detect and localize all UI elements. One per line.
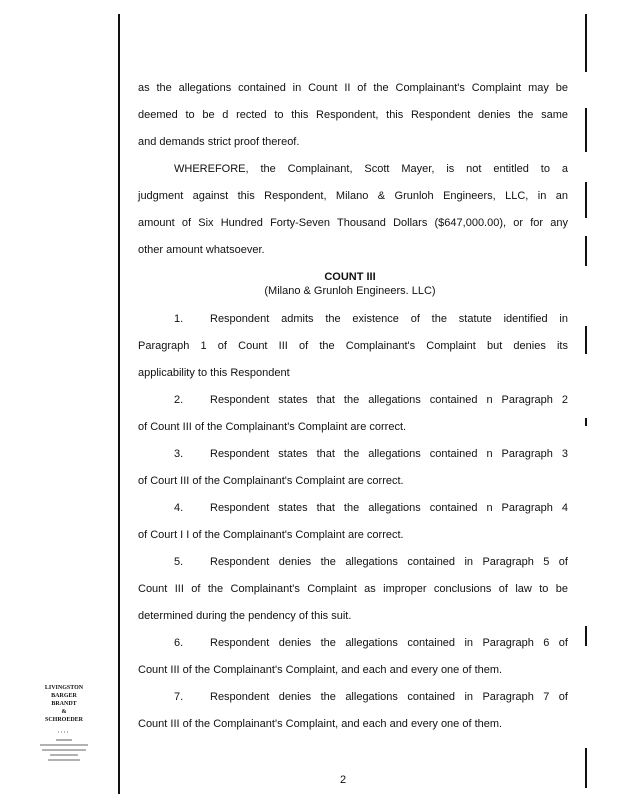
- paragraph-line: Count III of the Complainant's Complaint as improper conclusions of law to be: [138, 583, 568, 595]
- body-line: amount of Six Hundred Forty-Seven Thousand Dollars ($647,000.00), or for any: [138, 217, 568, 229]
- revision-bar: [585, 182, 587, 218]
- paragraph-line: Count III of the Complainant's Complaint, and each and every one of them.: [138, 718, 503, 730]
- count-party: (Milano & Grunloh Engineers. LLC): [264, 285, 436, 297]
- paragraph-number: 4.: [174, 502, 184, 514]
- firm-name-line: SCHROEDER: [44, 717, 83, 723]
- paragraph-number: 5.: [174, 556, 184, 568]
- body-line: judgment against this Respondent, Milano & Grunloh Engineers, LLC, in an: [138, 190, 568, 202]
- left-margin-rule: [118, 14, 120, 794]
- paragraph-line: Count III of the Complainant's Complaint, and each and every one of them.: [138, 664, 503, 676]
- paragraph-number: 7.: [174, 691, 184, 703]
- paragraph-line: applicability to this Respondent: [138, 367, 290, 379]
- paragraph-line: Paragraph 1 of Count III of the Complainant's Complaint but denies its: [138, 340, 568, 352]
- paragraph-line: of Court I I of the Complainant's Complaint are correct.: [138, 529, 404, 541]
- paragraph-line: determined during the pendency of this suit.: [138, 610, 352, 622]
- paragraph-first-line: Respondent admits the existence of the statute identified in: [210, 313, 568, 325]
- wherefore-line: WHEREFORE, the Complainant, Scott Mayer, is not entitled to a: [174, 163, 568, 175]
- body-line: other amount whatsoever.: [138, 244, 265, 256]
- firm-name-line: LIVINGSTON: [44, 685, 84, 691]
- paragraph-first-line: Respondent states that the allegations contained n Paragraph 2: [210, 394, 568, 406]
- page-number: 2: [340, 774, 347, 786]
- revision-bar: [585, 326, 587, 354]
- paragraph-line: of Court III of the Complainant's Complaint are correct.: [138, 475, 404, 487]
- body-line: deemed to be d rected to this Respondent, this Respondent denies the same: [138, 109, 568, 121]
- paragraph-first-line: Respondent states that the allegations contained n Paragraph 3: [210, 448, 568, 460]
- firm-name-line: BARGER: [51, 693, 77, 699]
- paragraph-number: 6.: [174, 637, 184, 649]
- body-line: as the allegations contained in Count II of the Complainant's Complaint may be: [138, 82, 568, 94]
- paragraph-number: 2.: [174, 394, 184, 406]
- revision-bar: [585, 418, 587, 426]
- revision-bar: [585, 14, 587, 72]
- revision-bar: [585, 108, 587, 152]
- revision-bar: [585, 236, 587, 266]
- firm-address-smudge: [30, 730, 98, 765]
- revision-bar: [585, 748, 587, 788]
- paragraph-number: 3.: [174, 448, 184, 460]
- paragraph-first-line: Respondent denies the allegations contained in Paragraph 5 of: [210, 556, 568, 568]
- count-heading: COUNT III: [324, 271, 376, 283]
- firm-name-line: BRANDT: [51, 701, 77, 707]
- paragraph-first-line: Respondent denies the allegations contained in Paragraph 6 of: [210, 637, 568, 649]
- firm-address-illegible: [34, 730, 94, 764]
- paragraph-line: of Count III of the Complainant's Complaint are correct.: [138, 421, 407, 433]
- paragraph-first-line: Respondent denies the allegations contained in Paragraph 7 of: [210, 691, 568, 703]
- revision-bar: [585, 626, 587, 646]
- paragraph-number: 1.: [174, 313, 184, 325]
- firm-name-line: &: [61, 709, 67, 715]
- body-line: and demands strict proof thereof.: [138, 136, 300, 148]
- law-firm-block: [30, 684, 98, 765]
- paragraph-first-line: Respondent states that the allegations contained n Paragraph 4: [210, 502, 568, 514]
